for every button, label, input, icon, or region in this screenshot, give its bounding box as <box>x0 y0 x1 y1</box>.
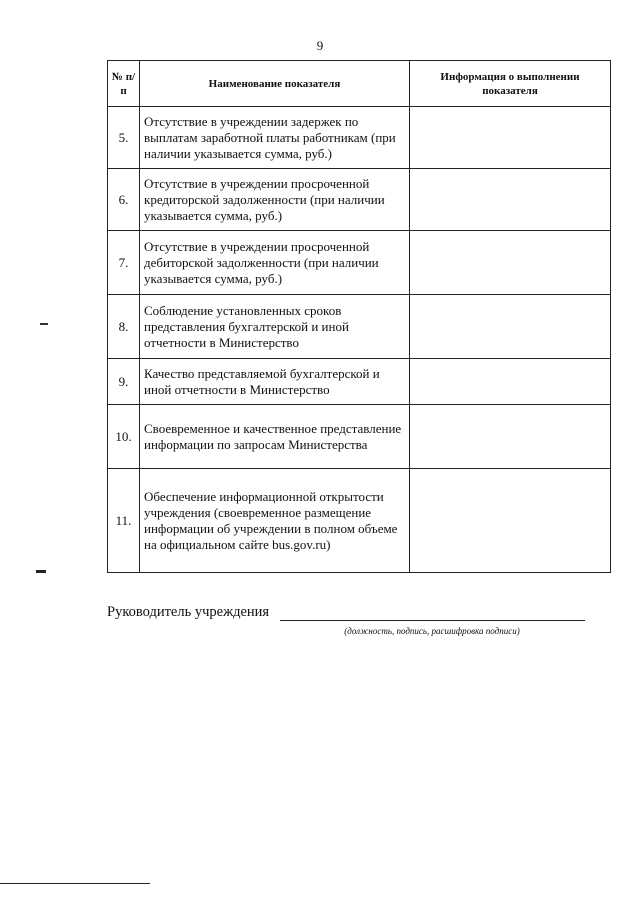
indicator-info <box>410 107 611 169</box>
table-row <box>108 169 611 231</box>
indicator-info <box>410 231 611 295</box>
indicators-table <box>107 60 611 573</box>
header-info: Информация о выполнении показателя <box>410 61 611 107</box>
indicator-name: Соблюдение установленных сроков представления бухгалтерской и иной отчетности в Министерство <box>140 295 410 359</box>
table-row <box>108 231 611 295</box>
row-number: 6. <box>108 169 140 231</box>
indicator-info <box>410 469 611 573</box>
signature-hint: (должность, подпись, расшифровка подписи) <box>344 626 520 636</box>
page-number: 9 <box>316 38 324 53</box>
indicator-info <box>410 405 611 469</box>
footnote-divider <box>0 883 150 884</box>
scan-mark <box>36 570 46 573</box>
indicator-info <box>410 359 611 405</box>
row-number: 8. <box>108 295 140 359</box>
row-number: 10. <box>108 405 140 469</box>
indicator-name: Качество представляемой бухгалтерской и иной отчетности в Министерство <box>140 359 410 405</box>
row-number: 5. <box>108 107 140 169</box>
row-number: 7. <box>108 231 140 295</box>
header-num: № п/п <box>108 61 140 107</box>
table-row <box>108 359 611 405</box>
indicator-name: Отсутствие в учреждении просроченной дебиторской задолженности (при наличии указывается сумма, руб.) <box>140 231 410 295</box>
table-row <box>108 405 611 469</box>
table-row <box>108 295 611 359</box>
table-row <box>108 469 611 573</box>
table-header-row <box>108 61 611 107</box>
row-number: 9. <box>108 359 140 405</box>
row-number: 11. <box>108 469 140 573</box>
indicator-name: Отсутствие в учреждении просроченной кредиторской задолженности (при наличии указывается сумма, руб.) <box>140 169 410 231</box>
indicator-name: Обеспечение информационной открытости учреждения (своевременное размещение информации об учреждении в полном объеме на официальном сайте bus.gov.ru) <box>140 469 410 573</box>
signature-label: Руководитель учреждения <box>107 604 270 620</box>
scan-mark <box>40 323 48 325</box>
indicator-info <box>410 295 611 359</box>
table-row <box>108 107 611 169</box>
header-name: Наименование показателя <box>140 61 410 107</box>
indicator-name: Своевременное и качественное представление информации по запросам Министерства <box>140 405 410 469</box>
indicator-info <box>410 169 611 231</box>
signature-line <box>280 620 585 621</box>
indicator-name: Отсутствие в учреждении задержек по выплатам заработной платы работникам (при наличии указывается сумма, руб.) <box>140 107 410 169</box>
